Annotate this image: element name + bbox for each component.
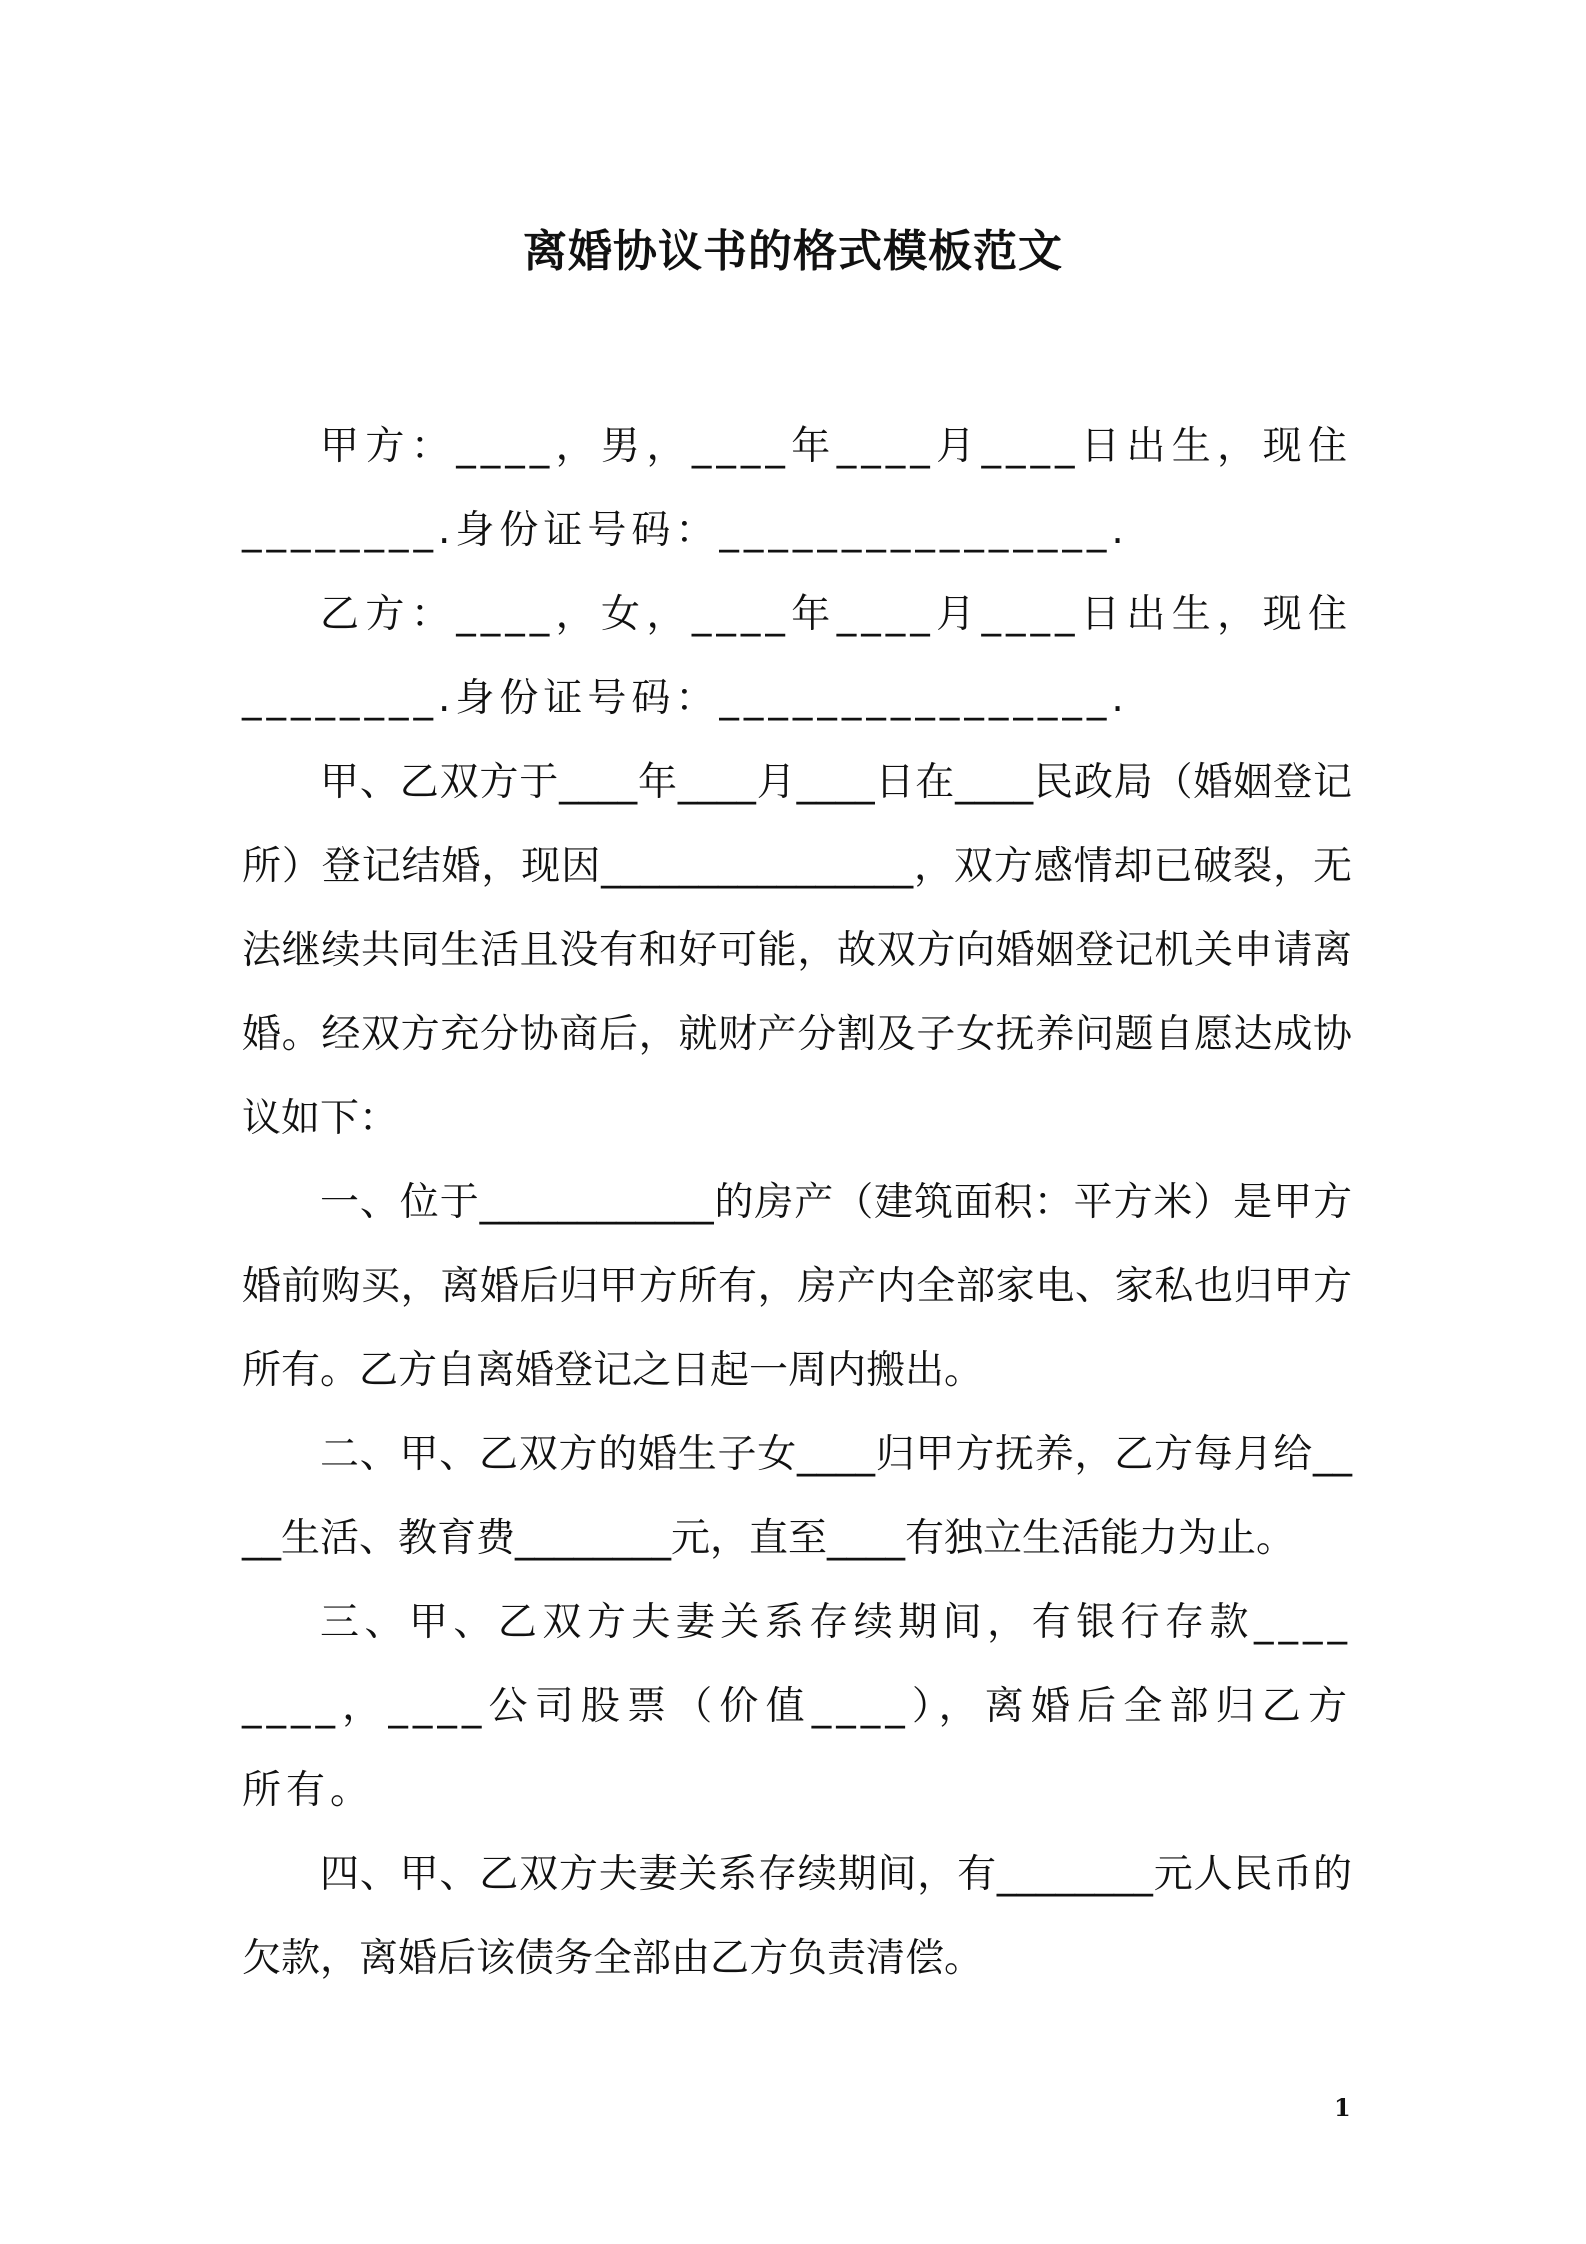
- party-b-paragraph: 乙方：____，女，____年____月____日出生，现住________.身份证号码：________________.: [242, 592, 1352, 721]
- document-title: 离婚协议书的格式模板范文: [523, 226, 1063, 277]
- party-a-paragraph: 甲方：____，男，____年____月____日出生，现住________.身份证号码：________________.: [242, 424, 1352, 553]
- clause-4-debts: 四、甲、乙双方夫妻关系存续期间，有________元人民币的欠款，离婚后该债务全部由乙方负责清偿。: [242, 1852, 1352, 1981]
- clause-3-savings-stocks: 三、甲、乙双方夫妻关系存续期间，有银行存款________，____公司股票（价值____），离婚后全部归乙方所有。: [242, 1600, 1352, 1813]
- clause-1-property: 一、位于____________的房产（建筑面积：平方米）是甲方婚前购买，离婚后归甲方所有，房产内全部家电、家私也归甲方所有。乙方自离婚登记之日起一周内搬出。: [242, 1180, 1352, 1393]
- clause-2-child-custody: 二、甲、乙双方的婚生子女____归甲方抚养，乙方每月给____生活、教育费________元，直至____有独立生活能力为止。: [242, 1432, 1352, 1561]
- document-body: [242, 405, 1352, 2001]
- marriage-registration-paragraph: 甲、乙双方于____年____月____日在____民政局（婚姻登记所）登记结婚，现因________________，双方感情却已破裂，无法继续共同生活且没有和好可能，故双方向婚姻登记机关申请离婚。经双方充分协商后，就财产分割及子女抚养问题自愿达成协议如下：: [242, 760, 1352, 1141]
- page-number: 1: [1334, 2093, 1351, 2122]
